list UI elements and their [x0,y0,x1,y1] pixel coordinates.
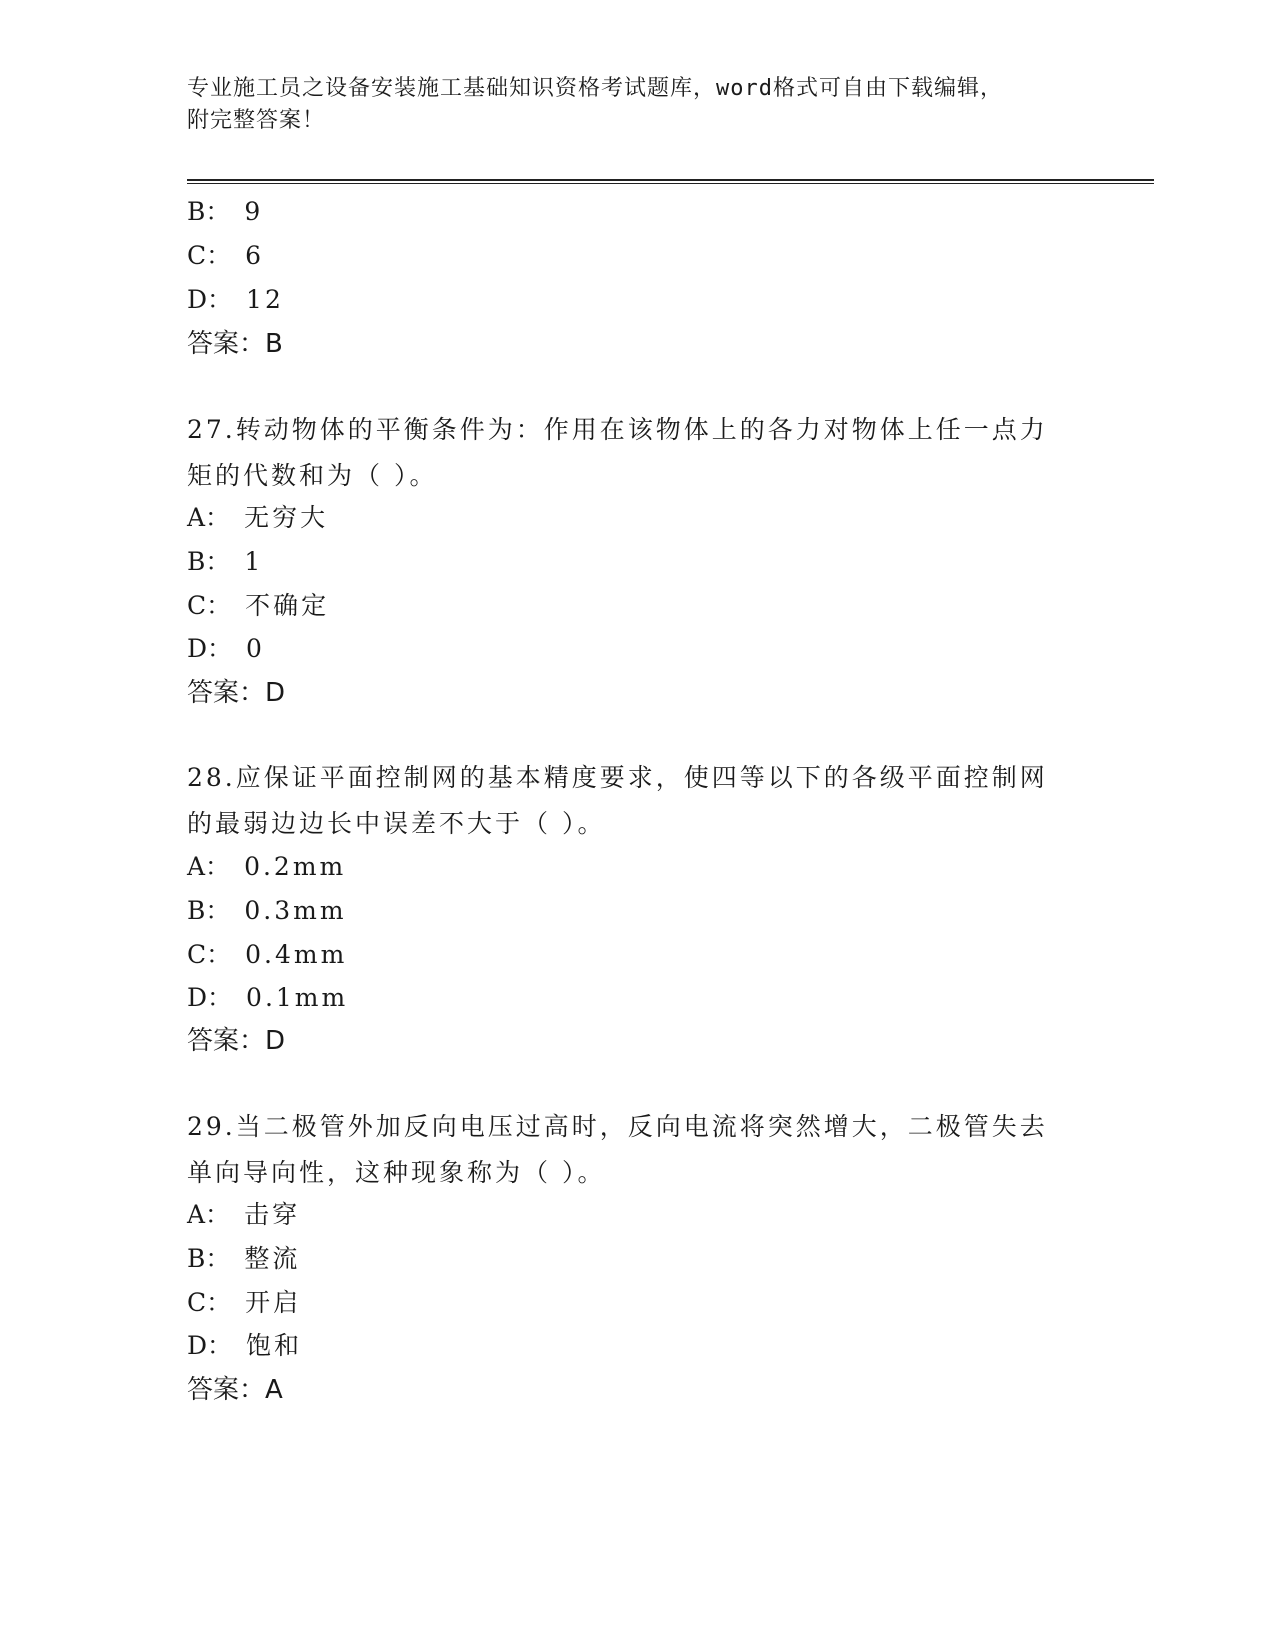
option-key: C： [187,241,232,270]
option-text: 0.2mm [244,852,347,881]
stem-line-2: 的最弱边边长中误差不大于（ ）。 [187,809,606,838]
answer-line: 答案：D [187,1026,286,1056]
option-key: B： [187,896,231,925]
option-key: A： [187,503,231,532]
header-line-2: 附完整答案！ [187,108,326,133]
option-text: 开启 [245,1288,302,1317]
option-text: 击穿 [244,1200,301,1229]
option-a [187,852,346,882]
option-c [187,591,329,621]
option-d [187,1331,302,1361]
option-b [187,1244,300,1274]
option-key: D： [187,285,233,314]
option-key: D： [187,634,233,663]
option-a [187,1200,300,1230]
option-b [187,896,347,926]
option-text: 0.1mm [246,983,349,1012]
option-a [187,503,328,533]
question-28-stem [187,755,1087,847]
stem-line-1: 27.转动物体的平衡条件为：作用在该物体上的各力对物体上任一点力 [187,415,1048,444]
option-key: C： [187,591,232,620]
option-text: 整流 [244,1244,301,1273]
option-b [187,547,263,577]
header-line-1: 专业施工员之设备安装施工基础知识资格考试题库，word格式可自由下载编辑， [187,76,1003,101]
option-key: B： [187,197,231,226]
option-key: D： [187,983,233,1012]
option-key: A： [187,852,231,881]
option-c [187,940,347,970]
option-text: 0.3mm [244,896,347,925]
option-key: B： [187,1244,231,1273]
option-c [187,241,264,271]
option-key: C： [187,1288,232,1317]
stem-line-2: 单向导向性，这种现象称为（ ）。 [187,1158,606,1187]
header-divider-thin [187,183,1154,184]
stem-line-1: 29.当二极管外加反向电压过高时，反向电流将突然增大，二极管失去 [187,1112,1048,1141]
option-text: 1 [244,547,264,576]
answer-line: 答案：B [187,329,283,359]
option-text: 不确定 [245,591,330,620]
option-text: 无穷大 [244,503,329,532]
option-d [187,983,348,1013]
stem-line-2: 矩的代数和为（ ）。 [187,461,438,490]
question-27-stem [187,407,1087,499]
option-key: B： [187,547,231,576]
option-key: C： [187,940,232,969]
option-text: 9 [244,197,264,226]
option-b [187,197,263,227]
header-divider [187,179,1154,181]
question-29-stem [187,1104,1087,1196]
option-text: 饱和 [246,1331,303,1360]
option-c [187,1288,301,1318]
option-d [187,634,265,664]
option-text: 0 [246,634,265,663]
option-key: A： [187,1200,231,1229]
answer-line: 答案：A [187,1375,283,1405]
option-text: 12 [246,285,284,314]
stem-line-1: 28.应保证平面控制网的基本精度要求，使四等以下的各级平面控制网 [187,763,1048,792]
option-text: 0.4mm [245,940,348,969]
option-text: 6 [245,241,265,270]
document-header [187,73,1087,137]
answer-line: 答案：D [187,678,286,708]
option-key: D： [187,1331,233,1360]
option-d [187,285,284,315]
